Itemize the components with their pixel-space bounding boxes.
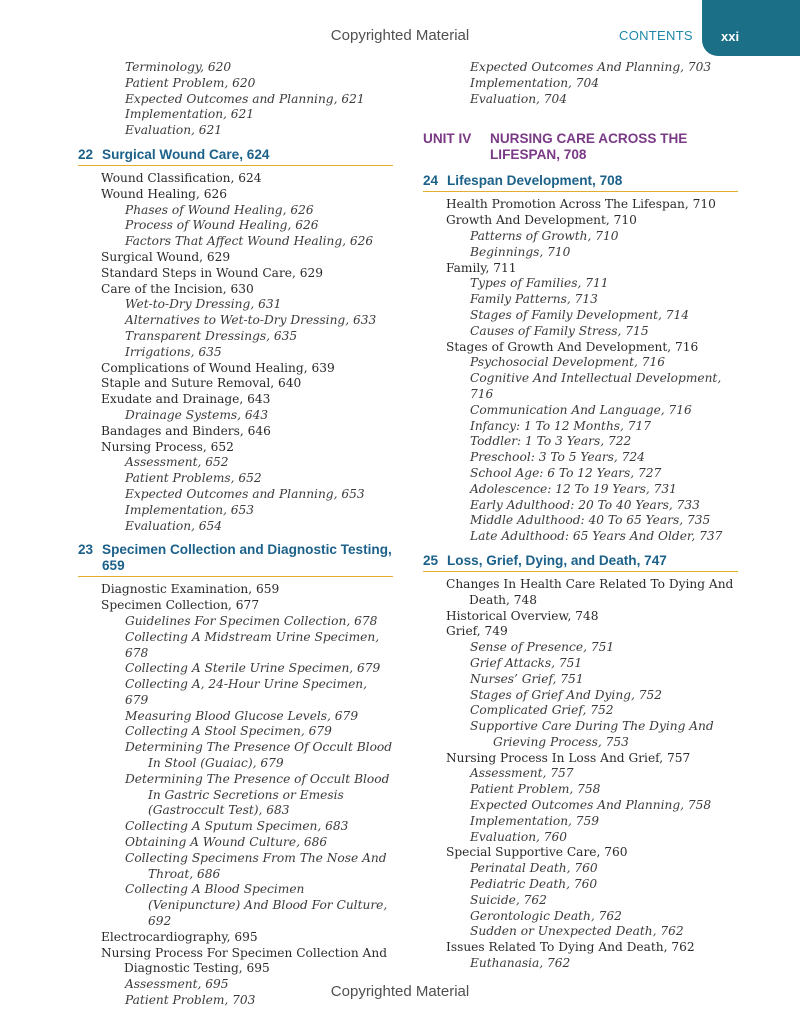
chapter-title: Surgical Wound Care, 624 [102,146,270,162]
toc-subentry: Stages of Grief And Dying, 752 [470,687,662,702]
toc-subentry: Stages of Family Development, 714 [470,307,690,322]
toc-entry: Changes In Health Care Related To Dying And Death, 748 [446,576,734,607]
running-head-section: CONTENTS [619,28,693,43]
toc-entry: Historical Overview, 748 [446,608,599,623]
toc-subentry: Collecting A Midstream Urine Specimen, 678 [125,629,380,660]
toc-subentry: Supportive Care During The Dying And Grieving Process, 753 [470,719,714,749]
toc-subentry: Assessment, 652 [125,455,229,470]
toc-subentry: Psychosocial Development, 716 [470,355,666,370]
toc-subentry: Expected Outcomes and Planning, 621 [125,91,365,106]
toc-subentry: Guidelines For Specimen Collection, 678 [125,613,378,628]
toc-subentry: Cognitive And Intellectual Development, 716 [470,371,722,401]
toc-subentry: Evaluation, 621 [125,123,223,138]
toc-entry: Health Promotion Across The Lifespan, 710 [446,197,716,212]
toc-subentry: Middle Adulthood: 40 To 65 Years, 735 [470,513,711,528]
toc-subentry: Phases of Wound Healing, 626 [125,202,314,217]
toc-subentry: Patient Problem, 703 [125,993,256,1008]
toc-entry: Standard Steps in Wound Care, 629 [101,265,323,280]
toc-subentry: Patterns of Growth, 710 [470,228,619,243]
toc-column-right [423,60,738,972]
toc-subentry: Family Patterns, 713 [470,292,598,307]
toc-entry: Stages of Growth And Development, 716 [446,339,699,354]
toc-subentry: Drainage Systems, 643 [125,407,269,422]
toc-subentry: Assessment, 695 [125,977,229,992]
toc-subentry: Expected Outcomes And Planning, 758 [470,798,712,813]
toc-subentry: Types of Families, 711 [470,276,609,291]
unit-title: NURSING CARE ACROSS THE LIFESPAN, 708 [490,131,688,163]
chapter-number: 23 [78,542,94,558]
toc-subentry: Evaluation, 654 [125,518,223,533]
toc-entry: Care of the Incision, 630 [101,281,254,296]
copyright-watermark-bottom: Copyrighted Material [330,983,470,1000]
toc-subentry: Implementation, 653 [125,502,255,517]
toc-subentry: Perinatal Death, 760 [470,861,598,876]
toc-entry: Issues Related To Dying And Death, 762 [446,940,695,955]
toc-subentry: Transparent Dressings, 635 [125,328,298,343]
toc-entry: Nursing Process, 652 [101,439,234,454]
toc-subentry: Wet-to-Dry Dressing, 631 [125,297,282,312]
toc-entry: Nursing Process For Specimen Collection And Diagnostic Testing, 695 [101,945,388,976]
toc-subentry: Sense of Presence, 751 [470,640,615,655]
chapter-title: Lifespan Development, 708 [447,173,623,189]
toc-subentry: Pediatric Death, 760 [470,877,598,892]
toc-subentry: Evaluation, 704 [470,91,568,106]
toc-subentry: Grief Attacks, 751 [470,655,583,670]
toc-subentry: Process of Wound Healing, 626 [125,218,319,233]
toc-entry: Diagnostic Examination, 659 [101,582,280,597]
toc-entry: Staple and Suture Removal, 640 [101,376,302,391]
toc-subentry: Complicated Grief, 752 [470,703,614,718]
toc-subentry: Patient Problem, 620 [125,75,256,90]
toc-entry: Wound Healing, 626 [101,186,227,201]
toc-subentry: Preschool: 3 To 5 Years, 724 [470,450,645,465]
toc-subentry: Collecting Specimens From The Nose And Throat, 686 [125,850,387,881]
chapter-heading [423,173,738,192]
toc-subentry: Determining The Presence Of Occult Blood In Stool (Guaiac), 679 [125,740,393,771]
toc-subentry: Assessment, 757 [470,766,574,781]
page-number-tab [702,0,800,56]
toc-subentry: Late Adulthood: 65 Years And Older, 737 [470,529,723,544]
toc-entry: Electrocardiography, 695 [101,929,258,944]
toc-entry: Bandages and Binders, 646 [101,423,271,438]
toc-subentry: Collecting A, 24-Hour Urine Specimen, 679 [125,677,368,707]
chapter-number: 25 [423,552,439,568]
toc-subentry: Factors That Affect Wound Healing, 626 [125,234,374,249]
toc-entry: Family, 711 [446,260,517,275]
chapter-heading [423,553,738,572]
chapter-title: Loss, Grief, Dying, and Death, 747 [447,552,667,568]
toc-subentry: Infancy: 1 To 12 Months, 717 [470,418,652,433]
toc-subentry: Implementation, 759 [470,813,600,828]
toc-subentry: Collecting A Blood Specimen (Venipuncture) And Blood For Culture, 692 [125,882,388,929]
toc-subentry: Collecting A Stool Specimen, 679 [125,724,332,739]
toc-subentry: Implementation, 704 [470,75,600,90]
toc-subentry: Evaluation, 760 [470,829,568,844]
toc-subentry: Euthanasia, 762 [470,956,571,971]
toc-subentry: Beginnings, 710 [470,244,571,259]
toc-subentry: Toddler: 1 To 3 Years, 722 [470,434,632,449]
toc-subentry: Obtaining A Wound Culture, 686 [125,835,328,850]
toc-subentry: Nurses’ Grief, 751 [470,671,584,686]
toc-column-left [78,60,393,1009]
toc-subentry: Determining The Presence of Occult Blood In Gastric Secretions or Emesis (Gastroccult Test), 683 [125,771,390,818]
toc-subentry: Collecting A Sputum Specimen, 683 [125,819,349,834]
toc-subentry: Sudden or Unexpected Death, 762 [470,924,684,939]
toc-subentry: Irrigations, 635 [125,344,222,359]
unit-label: UNIT IV [423,131,472,147]
chapter-title: Specimen Collection and Diagnostic Testing, 659 [102,542,392,574]
chapter-number: 22 [78,146,94,162]
toc-subentry: Expected Outcomes and Planning, 653 [125,486,365,501]
toc-entry: Surgical Wound, 629 [101,249,231,264]
toc-subentry: Collecting A Sterile Urine Specimen, 679 [125,661,381,676]
toc-subentry: Causes of Family Stress, 715 [470,323,649,338]
toc-entry: Wound Classification, 624 [101,170,262,185]
toc-entry: Specimen Collection, 677 [101,598,260,613]
toc-subentry: Adolescence: 12 To 19 Years, 731 [470,481,677,496]
chapter-number: 24 [423,173,439,189]
toc-subentry: Alternatives to Wet-to-Dry Dressing, 633 [125,313,377,328]
unit-heading [423,131,738,163]
toc-subentry: Terminology, 620 [125,60,232,74]
page-number: xxi [721,29,740,44]
copyright-watermark-top: Copyrighted Material [330,27,470,44]
toc-subentry: Communication And Language, 716 [470,402,692,417]
chapter-heading [78,542,393,577]
toc-subentry: Patient Problem, 758 [470,782,601,797]
toc-subentry: Implementation, 621 [125,107,255,122]
toc-subentry: Patient Problems, 652 [125,471,262,486]
toc-subentry: Expected Outcomes And Planning, 703 [470,60,712,74]
toc-subentry: School Age: 6 To 12 Years, 727 [470,465,662,480]
toc-subentry: Early Adulthood: 20 To 40 Years, 733 [470,497,700,512]
toc-entry: Complications of Wound Healing, 639 [101,360,335,375]
toc-subentry: Gerontologic Death, 762 [470,908,622,923]
toc-subentry: Measuring Blood Glucose Levels, 679 [125,708,359,723]
toc-subentry: Suicide, 762 [470,892,547,907]
toc-entry: Nursing Process In Loss And Grief, 757 [446,750,691,765]
toc-entry: Grief, 749 [446,624,508,639]
toc-entry: Exudate and Drainage, 643 [101,392,271,407]
toc-entry: Special Supportive Care, 760 [446,845,628,860]
chapter-heading [78,147,393,166]
toc-entry: Growth And Development, 710 [446,213,637,228]
